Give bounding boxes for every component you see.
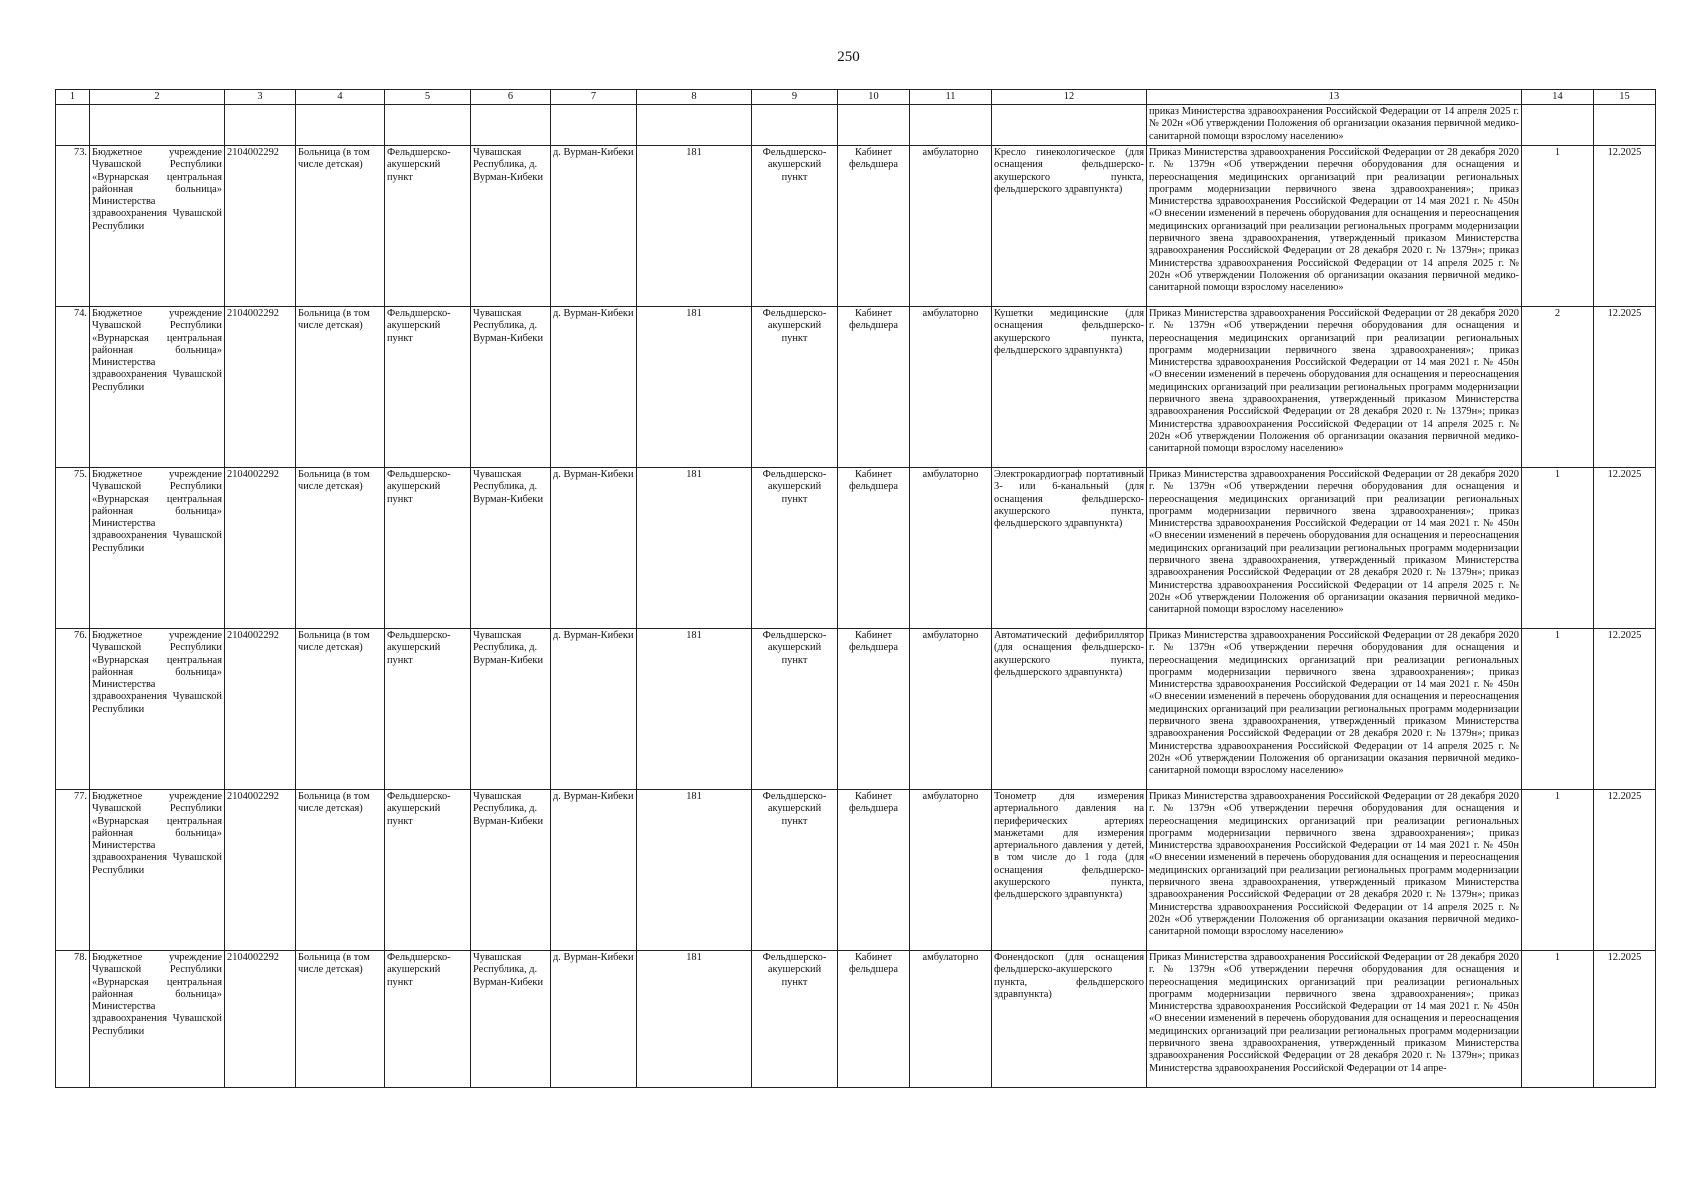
legal-basis: Приказ Министерства здравоохранения Российской Федерации от 28 декабря 2020 г. № 1379н «Об утверждении перечня оборудования для оснащения и переоснащения медицинских организаций при реализации региональных программ модернизации первичного звена здравоохранения»; приказ Министерства здравоохранения Российской Федерации от 14 мая 2021 г. № 450н «О внесении изменений в перечень оборудования для оснащения и переоснащения медицинских организаций при реализации региональных программ модернизации первичного звена здравоохранения, утвержденный приказом Министерства здравоохранения Российской Федерации от 28 декабря 2020 г. № 1379н»; приказ Министерства здравоохранения Российской Федерации от 14 апреля 2025 г. № 202н «Об утверждении Положения об организации оказания первичной медико-санитарной помощи взрослому населению» bbox=[1147, 146, 1522, 307]
population-count: 181 bbox=[637, 468, 752, 629]
quantity: 2 bbox=[1522, 307, 1594, 468]
column-header: 5 bbox=[385, 90, 471, 105]
care-mode: амбулаторно bbox=[910, 790, 992, 951]
row-number: 75. bbox=[56, 468, 90, 629]
row-number: 77. bbox=[56, 790, 90, 951]
care-mode: амбулаторно bbox=[910, 951, 992, 1088]
care-mode: амбулаторно bbox=[910, 468, 992, 629]
due-date: 12.2025 bbox=[1594, 146, 1656, 307]
subdivision-name: Фельдшерско-акушерский пункт bbox=[752, 146, 838, 307]
table-row bbox=[56, 629, 1656, 790]
equipment-name: Кушетки медицинские (для оснащения фельдшерско-акушерского пункта, фельдшерского здравпункта) bbox=[992, 307, 1147, 468]
column-header: 13 bbox=[1147, 90, 1522, 105]
population-count: 181 bbox=[637, 146, 752, 307]
equipment-name: Электрокардиограф портативный 3- или 6-канальный (для оснащения фельдшерско-акушерского пункта, фельдшерского здравпункта) bbox=[992, 468, 1147, 629]
quantity: 1 bbox=[1522, 951, 1594, 1088]
column-header: 9 bbox=[752, 90, 838, 105]
population-count: 181 bbox=[637, 629, 752, 790]
due-date: 12.2025 bbox=[1594, 468, 1656, 629]
subdivision-name: Фельдшерско-акушерский пункт bbox=[752, 951, 838, 1088]
column-header: 8 bbox=[637, 90, 752, 105]
table-row bbox=[56, 790, 1656, 951]
subdivision-name: Фельдшерско-акушерский пункт bbox=[752, 468, 838, 629]
subdivision-name: Фельдшерско-акушерский пункт bbox=[752, 790, 838, 951]
equipment-register-table bbox=[55, 89, 1656, 1088]
row-number: 78. bbox=[56, 951, 90, 1088]
structural-unit: Фельдшерско-акушерский пункт bbox=[385, 790, 471, 951]
room-name: Кабинет фельдшера bbox=[838, 790, 910, 951]
institution-type: Больница (в том числе детская) bbox=[296, 468, 385, 629]
table-row bbox=[56, 307, 1656, 468]
column-header: 14 bbox=[1522, 90, 1594, 105]
room-name: Кабинет фельдшера bbox=[838, 468, 910, 629]
equipment-name: Кресло гинекологическое (для оснащения фельдшерско-акушерского пункта, фельдшерского здравпункта) bbox=[992, 146, 1147, 307]
legal-basis: Приказ Министерства здравоохранения Российской Федерации от 28 декабря 2020 г. № 1379н «Об утверждении перечня оборудования для оснащения и переоснащения медицинских организаций при реализации региональных программ модернизации первичного звена здравоохранения»; приказ Министерства здравоохранения Российской Федерации от 14 мая 2021 г. № 450н «О внесении изменений в перечень оборудования для оснащения и переоснащения медицинских организаций при реализации региональных программ модернизации первичного звена здравоохранения, утвержденный приказом Министерства здравоохранения Российской Федерации от 28 декабря 2020 г. № 1379н»; приказ Министерства здравоохранения Российской Федерации от 14 апре- bbox=[1147, 951, 1522, 1088]
table-row bbox=[56, 951, 1656, 1088]
column-header: 12 bbox=[992, 90, 1147, 105]
organization-name: Бюджетное учреждение Чувашской Республики «Вурнарская центральная районная больница» Министерства здравоохранения Чувашской Республики bbox=[90, 468, 225, 629]
address-region: Чувашская Республика, д. Вурман-Кибеки bbox=[471, 468, 551, 629]
column-header: 1 bbox=[56, 90, 90, 105]
inn-code: 2104002292 bbox=[225, 146, 296, 307]
column-header: 6 bbox=[471, 90, 551, 105]
row-number: 76. bbox=[56, 629, 90, 790]
continuation-legal-basis: приказ Министерства здравоохранения Российской Федерации от 14 апреля 2025 г. № 202н «Об утверждении Положения об организации оказания первичной медико-санитарной помощи взрослому населению» bbox=[1147, 105, 1522, 146]
inn-code: 2104002292 bbox=[225, 790, 296, 951]
address-region: Чувашская Республика, д. Вурман-Кибеки bbox=[471, 790, 551, 951]
locality-name: д. Вурман-Кибеки bbox=[551, 629, 637, 790]
quantity: 1 bbox=[1522, 146, 1594, 307]
care-mode: амбулаторно bbox=[910, 307, 992, 468]
structural-unit: Фельдшерско-акушерский пункт bbox=[385, 146, 471, 307]
organization-name: Бюджетное учреждение Чувашской Республики «Вурнарская центральная районная больница» Министерства здравоохранения Чувашской Республики bbox=[90, 951, 225, 1088]
inn-code: 2104002292 bbox=[225, 951, 296, 1088]
address-region: Чувашская Республика, д. Вурман-Кибеки bbox=[471, 146, 551, 307]
address-region: Чувашская Республика, д. Вурман-Кибеки bbox=[471, 307, 551, 468]
column-header: 7 bbox=[551, 90, 637, 105]
continuation-row bbox=[56, 105, 1656, 146]
room-name: Кабинет фельдшера bbox=[838, 951, 910, 1088]
column-header: 11 bbox=[910, 90, 992, 105]
inn-code: 2104002292 bbox=[225, 468, 296, 629]
quantity: 1 bbox=[1522, 790, 1594, 951]
institution-type: Больница (в том числе детская) bbox=[296, 146, 385, 307]
legal-basis: Приказ Министерства здравоохранения Российской Федерации от 28 декабря 2020 г. № 1379н «Об утверждении перечня оборудования для оснащения и переоснащения медицинских организаций при реализации региональных программ модернизации первичного звена здравоохранения»; приказ Министерства здравоохранения Российской Федерации от 14 мая 2021 г. № 450н «О внесении изменений в перечень оборудования для оснащения и переоснащения медицинских организаций при реализации региональных программ модернизации первичного звена здравоохранения, утвержденный приказом Министерства здравоохранения Российской Федерации от 28 декабря 2020 г. № 1379н»; приказ Министерства здравоохранения Российской Федерации от 14 апреля 2025 г. № 202н «Об утверждении Положения об организации оказания первичной медико-санитарной помощи взрослому населению» bbox=[1147, 307, 1522, 468]
address-region: Чувашская Республика, д. Вурман-Кибеки bbox=[471, 629, 551, 790]
institution-type: Больница (в том числе детская) bbox=[296, 629, 385, 790]
locality-name: д. Вурман-Кибеки bbox=[551, 468, 637, 629]
due-date: 12.2025 bbox=[1594, 307, 1656, 468]
table-row bbox=[56, 146, 1656, 307]
population-count: 181 bbox=[637, 307, 752, 468]
organization-name: Бюджетное учреждение Чувашской Республики «Вурнарская центральная районная больница» Министерства здравоохранения Чувашской Республики bbox=[90, 307, 225, 468]
column-header: 3 bbox=[225, 90, 296, 105]
page-number: 250 bbox=[837, 49, 860, 65]
locality-name: д. Вурман-Кибеки bbox=[551, 790, 637, 951]
population-count: 181 bbox=[637, 790, 752, 951]
structural-unit: Фельдшерско-акушерский пункт bbox=[385, 629, 471, 790]
organization-name: Бюджетное учреждение Чувашской Республики «Вурнарская центральная районная больница» Министерства здравоохранения Чувашской Республики bbox=[90, 629, 225, 790]
table-row bbox=[56, 468, 1656, 629]
legal-basis: Приказ Министерства здравоохранения Российской Федерации от 28 декабря 2020 г. № 1379н «Об утверждении перечня оборудования для оснащения и переоснащения медицинских организаций при реализации региональных программ модернизации первичного звена здравоохранения»; приказ Министерства здравоохранения Российской Федерации от 14 мая 2021 г. № 450н «О внесении изменений в перечень оборудования для оснащения и переоснащения медицинских организаций при реализации региональных программ модернизации первичного звена здравоохранения, утвержденный приказом Министерства здравоохранения Российской Федерации от 28 декабря 2020 г. № 1379н»; приказ Министерства здравоохранения Российской Федерации от 14 апреля 2025 г. № 202н «Об утверждении Положения об организации оказания первичной медико-санитарной помощи взрослому населению» bbox=[1147, 790, 1522, 951]
care-mode: амбулаторно bbox=[910, 629, 992, 790]
organization-name: Бюджетное учреждение Чувашской Республики «Вурнарская центральная районная больница» Министерства здравоохранения Чувашской Республики bbox=[90, 790, 225, 951]
subdivision-name: Фельдшерско-акушерский пункт bbox=[752, 629, 838, 790]
legal-basis: Приказ Министерства здравоохранения Российской Федерации от 28 декабря 2020 г. № 1379н «Об утверждении перечня оборудования для оснащения и переоснащения медицинских организаций при реализации региональных программ модернизации первичного звена здравоохранения»; приказ Министерства здравоохранения Российской Федерации от 14 мая 2021 г. № 450н «О внесении изменений в перечень оборудования для оснащения и переоснащения медицинских организаций при реализации региональных программ модернизации первичного звена здравоохранения, утвержденный приказом Министерства здравоохранения Российской Федерации от 28 декабря 2020 г. № 1379н»; приказ Министерства здравоохранения Российской Федерации от 14 апреля 2025 г. № 202н «Об утверждении Положения об организации оказания первичной медико-санитарной помощи взрослому населению» bbox=[1147, 468, 1522, 629]
institution-type: Больница (в том числе детская) bbox=[296, 790, 385, 951]
structural-unit: Фельдшерско-акушерский пункт bbox=[385, 951, 471, 1088]
due-date: 12.2025 bbox=[1594, 629, 1656, 790]
inn-code: 2104002292 bbox=[225, 307, 296, 468]
structural-unit: Фельдшерско-акушерский пункт bbox=[385, 468, 471, 629]
room-name: Кабинет фельдшера bbox=[838, 146, 910, 307]
quantity: 1 bbox=[1522, 468, 1594, 629]
column-header: 15 bbox=[1594, 90, 1656, 105]
equipment-name: Тонометр для измерения артериального давления на периферических артериях манжетами для измерения артериального давления у детей, в том числе до 1 года (для оснащения фельдшерско-акушерского пункта, фельдшерского здравпункта) bbox=[992, 790, 1147, 951]
column-number-row bbox=[56, 90, 1656, 105]
locality-name: д. Вурман-Кибеки bbox=[551, 307, 637, 468]
equipment-name: Автоматический дефибриллятор (для оснащения фельдшерско-акушерского пункта, фельдшерского здравпункта) bbox=[992, 629, 1147, 790]
structural-unit: Фельдшерско-акушерский пункт bbox=[385, 307, 471, 468]
column-header: 2 bbox=[90, 90, 225, 105]
room-name: Кабинет фельдшера bbox=[838, 629, 910, 790]
address-region: Чувашская Республика, д. Вурман-Кибеки bbox=[471, 951, 551, 1088]
row-number: 74. bbox=[56, 307, 90, 468]
equipment-name: Фонендоскоп (для оснащения фельдшерско-акушерского пункта, фельдшерского здравпункта) bbox=[992, 951, 1147, 1088]
organization-name: Бюджетное учреждение Чувашской Республики «Вурнарская центральная районная больница» Министерства здравоохранения Чувашской Республики bbox=[90, 146, 225, 307]
row-number: 73. bbox=[56, 146, 90, 307]
locality-name: д. Вурман-Кибеки bbox=[551, 146, 637, 307]
institution-type: Больница (в том числе детская) bbox=[296, 951, 385, 1088]
column-header: 4 bbox=[296, 90, 385, 105]
due-date: 12.2025 bbox=[1594, 790, 1656, 951]
locality-name: д. Вурман-Кибеки bbox=[551, 951, 637, 1088]
subdivision-name: Фельдшерско-акушерский пункт bbox=[752, 307, 838, 468]
due-date: 12.2025 bbox=[1594, 951, 1656, 1088]
population-count: 181 bbox=[637, 951, 752, 1088]
care-mode: амбулаторно bbox=[910, 146, 992, 307]
column-header: 10 bbox=[838, 90, 910, 105]
legal-basis: Приказ Министерства здравоохранения Российской Федерации от 28 декабря 2020 г. № 1379н «Об утверждении перечня оборудования для оснащения и переоснащения медицинских организаций при реализации региональных программ модернизации первичного звена здравоохранения»; приказ Министерства здравоохранения Российской Федерации от 14 мая 2021 г. № 450н «О внесении изменений в перечень оборудования для оснащения и переоснащения медицинских организаций при реализации региональных программ модернизации первичного звена здравоохранения, утвержденный приказом Министерства здравоохранения Российской Федерации от 28 декабря 2020 г. № 1379н»; приказ Министерства здравоохранения Российской Федерации от 14 апреля 2025 г. № 202н «Об утверждении Положения об организации оказания первичной медико-санитарной помощи взрослому населению» bbox=[1147, 629, 1522, 790]
room-name: Кабинет фельдшера bbox=[838, 307, 910, 468]
institution-type: Больница (в том числе детская) bbox=[296, 307, 385, 468]
quantity: 1 bbox=[1522, 629, 1594, 790]
inn-code: 2104002292 bbox=[225, 629, 296, 790]
